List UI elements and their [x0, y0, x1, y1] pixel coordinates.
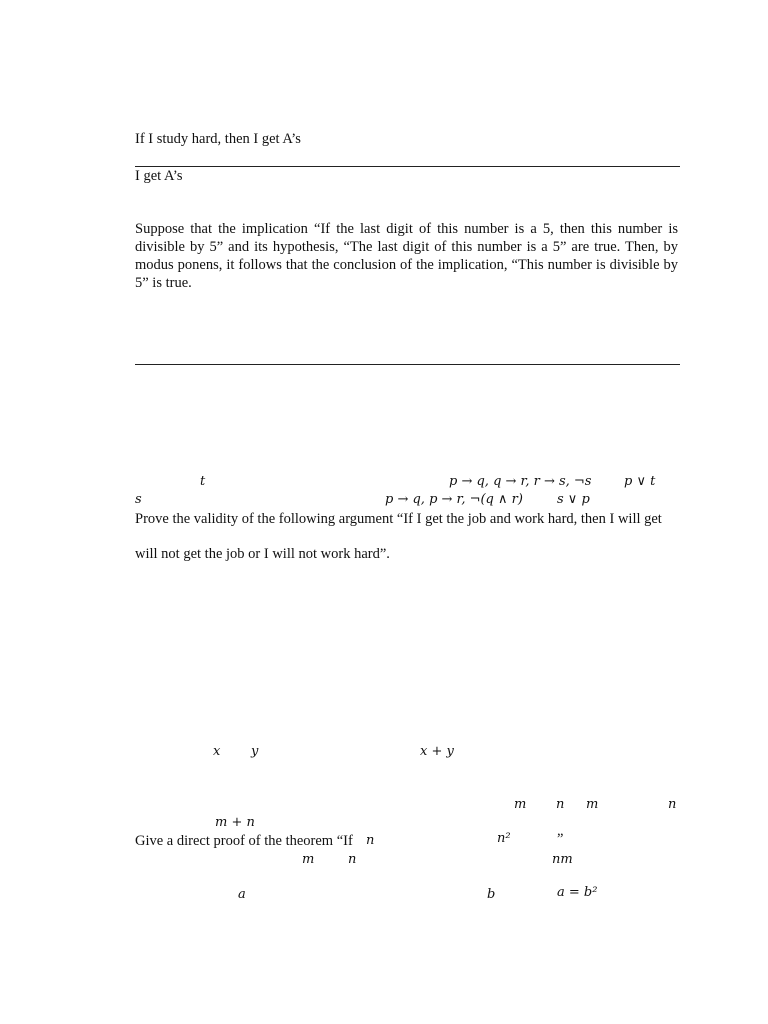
math-a-equals-b-squared: a = b² — [557, 885, 598, 900]
close-quote: ” — [557, 831, 564, 847]
math-m-b: m — [586, 797, 599, 812]
premise-text: If I study hard, then I get A’s — [135, 131, 301, 147]
divider-1 — [135, 166, 680, 167]
math-n-direct: n — [366, 833, 375, 848]
math-premises-1: p → q, q → r, r → s, ¬s — [449, 474, 592, 489]
math-t: t — [200, 474, 206, 489]
direct-proof-text: Give a direct proof of the theorem “If — [135, 833, 353, 849]
math-x-plus-y: x + y — [420, 744, 454, 759]
math-n-squared: n² — [497, 831, 511, 846]
math-n-b: n — [668, 797, 677, 812]
math-n-a: n — [556, 797, 565, 812]
math-y: y — [251, 744, 259, 759]
math-b: b — [487, 887, 496, 902]
math-disjunction-1: p ∨ t — [624, 474, 656, 489]
conclusion-text: I get A’s — [135, 168, 183, 184]
math-m-a: m — [514, 797, 527, 812]
math-a: a — [238, 887, 246, 902]
math-s: s — [135, 492, 142, 507]
math-nm: nm — [552, 852, 573, 867]
math-x: x — [213, 744, 221, 759]
divider-2 — [135, 364, 680, 365]
prove-line-1: Prove the validity of the following argument “If I get the job and work hard, then I will get — [135, 511, 662, 527]
math-m-c: m — [302, 852, 315, 867]
math-n-c: n — [348, 852, 357, 867]
modus-ponens-paragraph: Suppose that the implication “If the last digit of this number is a 5, then this number is divisible by 5” and its hypothesis, “The last digit of this number is a 5” are true. Then, by modus ponens, it follows that the conclusion of the implication, “This number is divisible by 5” is true. — [135, 221, 678, 291]
math-disjunction-2: s ∨ p — [557, 492, 590, 507]
math-m-plus-n: m + n — [215, 815, 255, 830]
math-premises-2: p → q, p → r, ¬(q ∧ r) — [385, 492, 523, 507]
prove-line-2: will not get the job or I will not work hard”. — [135, 546, 390, 562]
